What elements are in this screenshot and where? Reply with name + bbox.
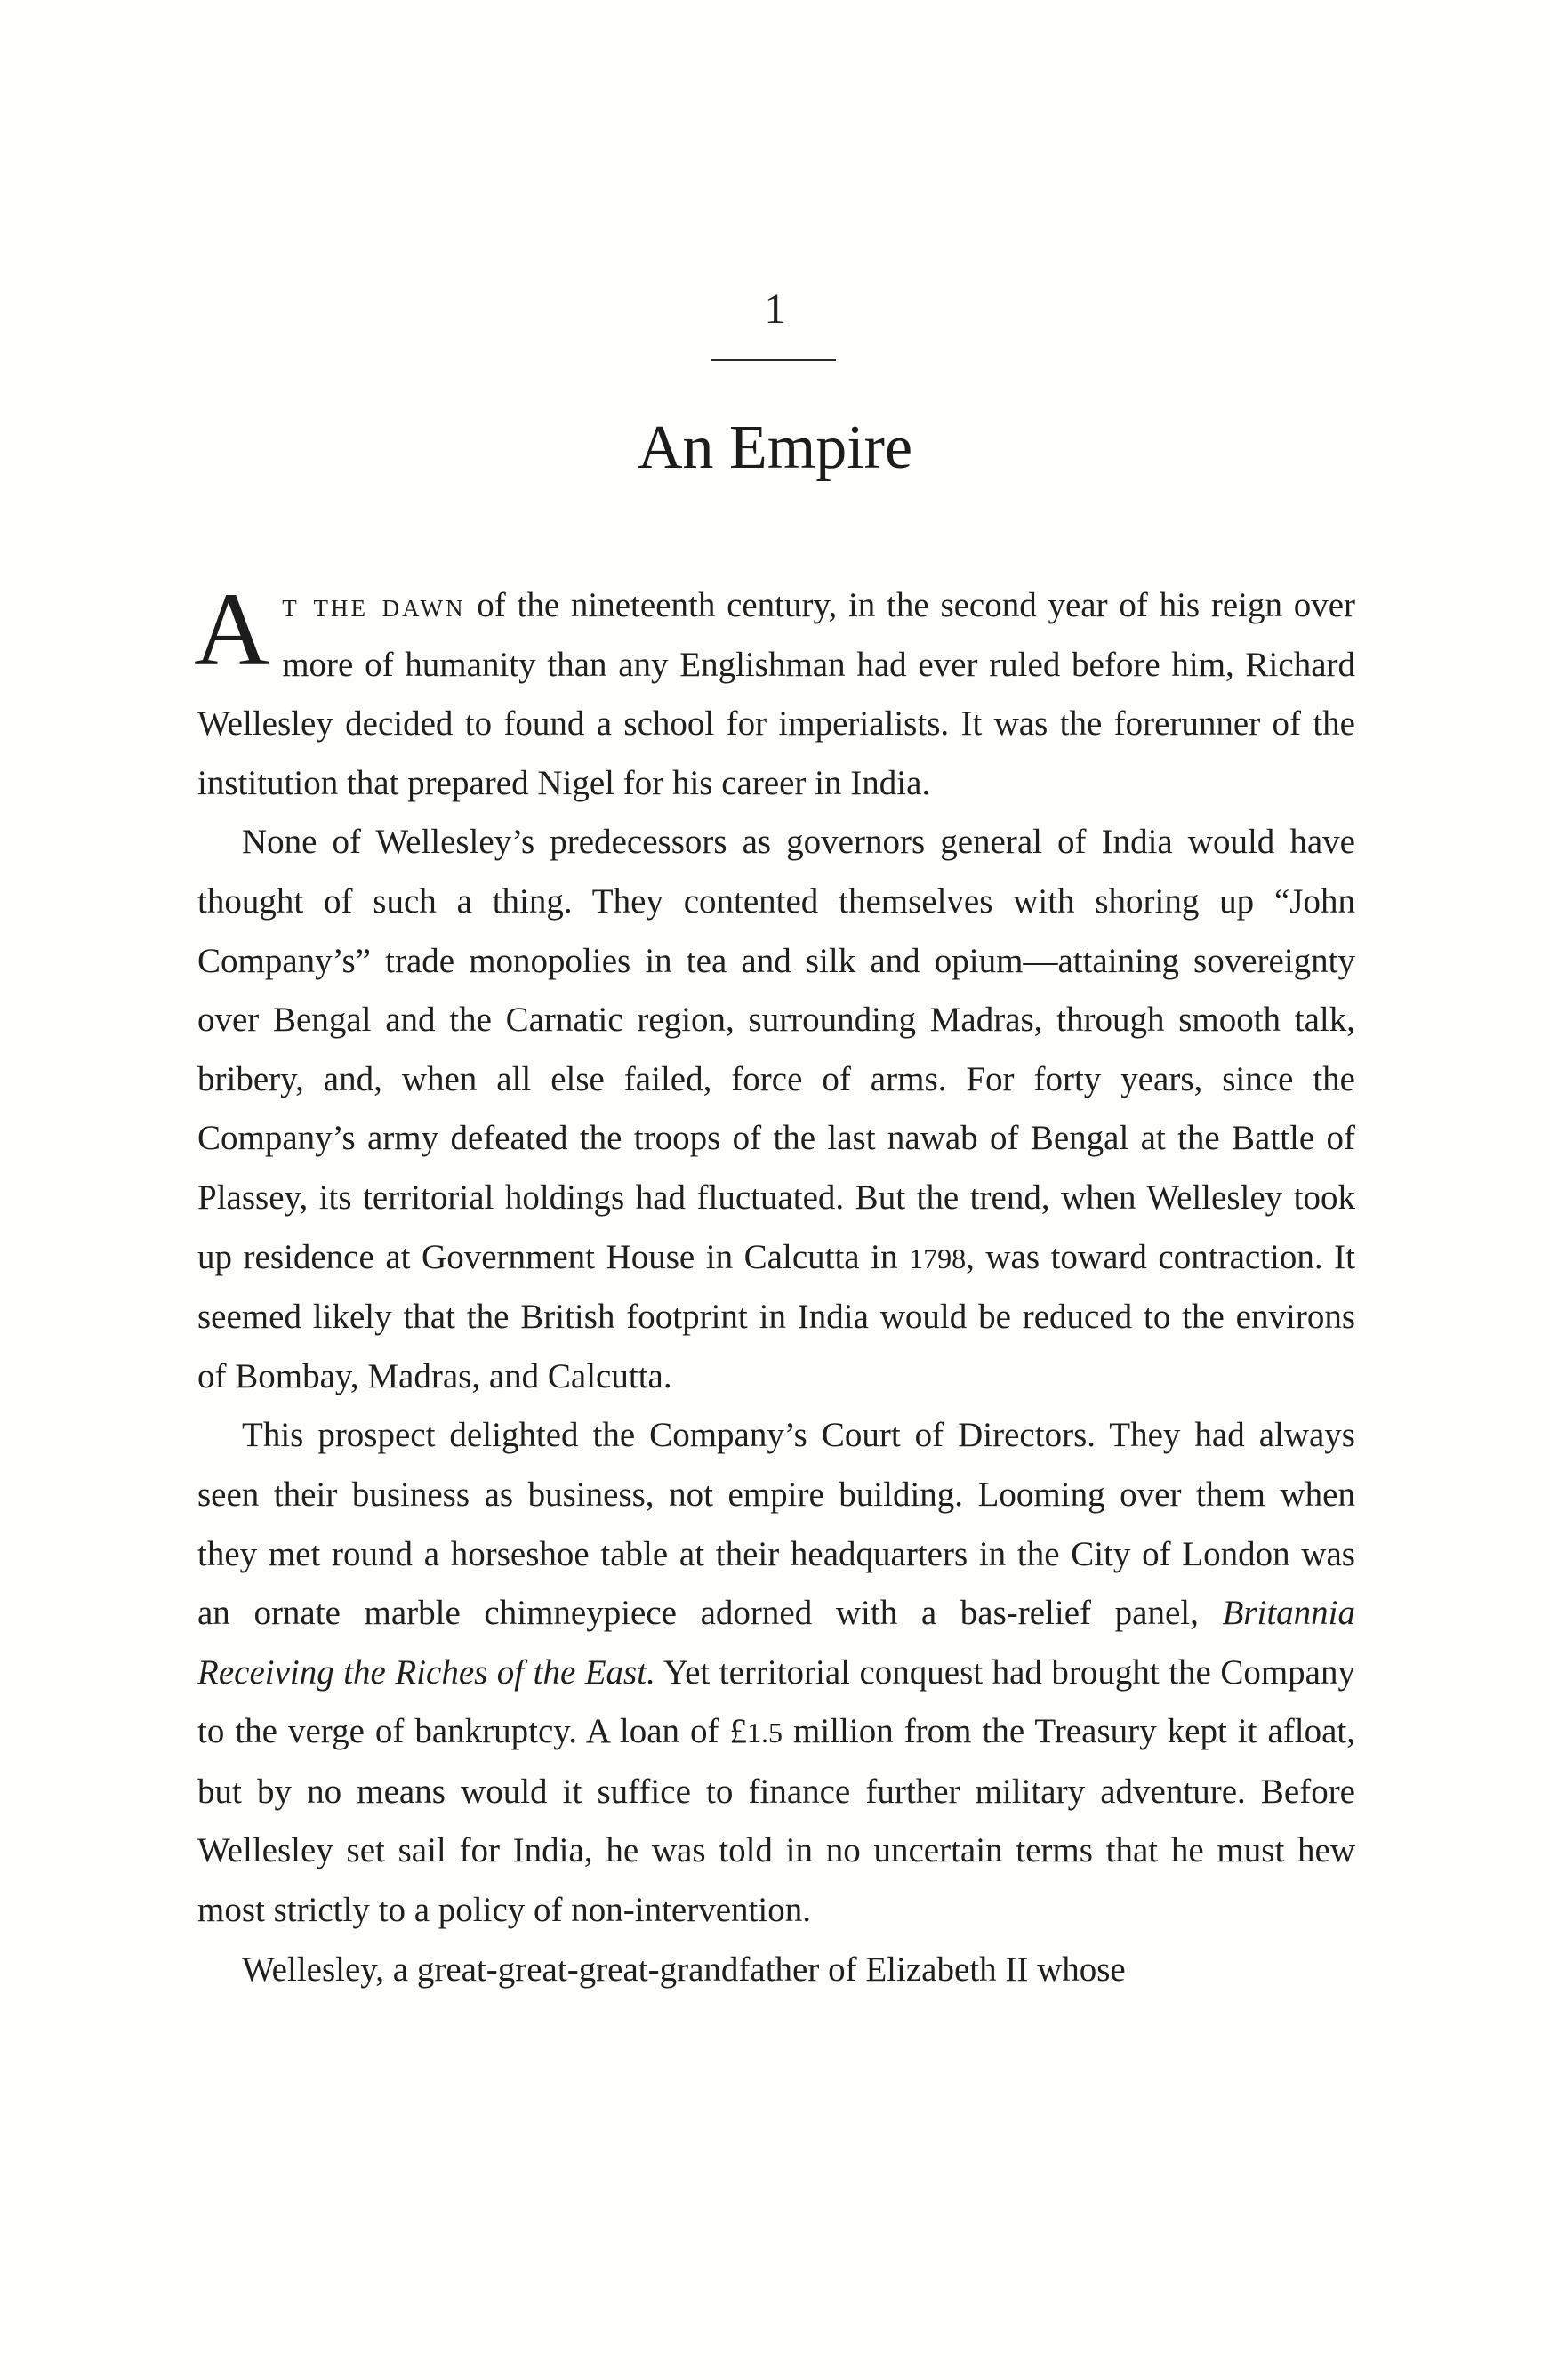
paragraph-4	[197, 1941, 1355, 2000]
paragraph-2-year: 1798	[909, 1242, 967, 1274]
paragraph-3-text-c: million from the Treasury kept it afloat, but by no means would it suffice to finance further military adventure. Before Wellesley set sail for India, he was told in no uncertain terms that he must hew most strictly to a policy of non-intervention.	[197, 1712, 1355, 1930]
drop-cap: A	[194, 571, 270, 687]
paragraph-3-text-a: This prospect delighted the Company’s Court of Directors. They had always seen their business as business, not empire building. Looming over them when they met round a horseshoe table at their headquarters in the City of London was an ornate marble chimneypiece adorned with a bas-relief panel,	[197, 1416, 1355, 1633]
paragraph-2	[197, 813, 1355, 1406]
paragraph-1-text: of the nineteenth century, in the second year of his reign over more of humanity than any Englishman had ever ruled before him, Richard Wellesley decided to found a school for imperialists. It was the forerunner of the institution that prepared Nigel for his career in India.	[197, 586, 1356, 802]
paragraph-1	[194, 571, 1356, 813]
artwork-title: Britannia Receiving the Riches of the East.	[197, 1594, 1355, 1692]
chapter-number: 1	[764, 285, 786, 333]
paragraph-2-text-b: , was toward contraction. It seemed likely that the British footprint in India would be reduced to the environs of Bombay, Madras, and Calcutta.	[197, 1237, 1355, 1395]
paragraph-2-text-a: None of Wellesley’s predecessors as governors general of India would have thought of such a thing. They contented themselves with shoring up “John Company’s” trade monopolies in tea and silk and opium—attaining sovereignty over Bengal and the Carnatic region, surrounding Madras, through smooth talk, bribery, and, when all else failed, force of arms. For forty years, since the Company’s army defeated the troops of the last nawab of Bengal at the Battle of Plassey, its territorial holdings had fluctuated. But the trend, when Wellesley took up residence at Government House in Calcutta in	[197, 823, 1355, 1276]
chapter-rule	[711, 359, 836, 361]
lead-small-caps: t the dawn	[282, 586, 466, 624]
chapter-title: An Empire	[637, 414, 913, 482]
paragraph-3-text-b: Yet territorial conquest had brought the Company to the verge of bankruptcy. A loan of £	[197, 1652, 1355, 1751]
loan-amount: 1.5	[747, 1717, 783, 1749]
paragraph-3	[197, 1406, 1355, 1940]
body-text	[194, 571, 1356, 1999]
paragraph-4-text: Wellesley, a great-great-great-grandfather of Elizabeth II whose	[242, 1950, 1126, 1989]
